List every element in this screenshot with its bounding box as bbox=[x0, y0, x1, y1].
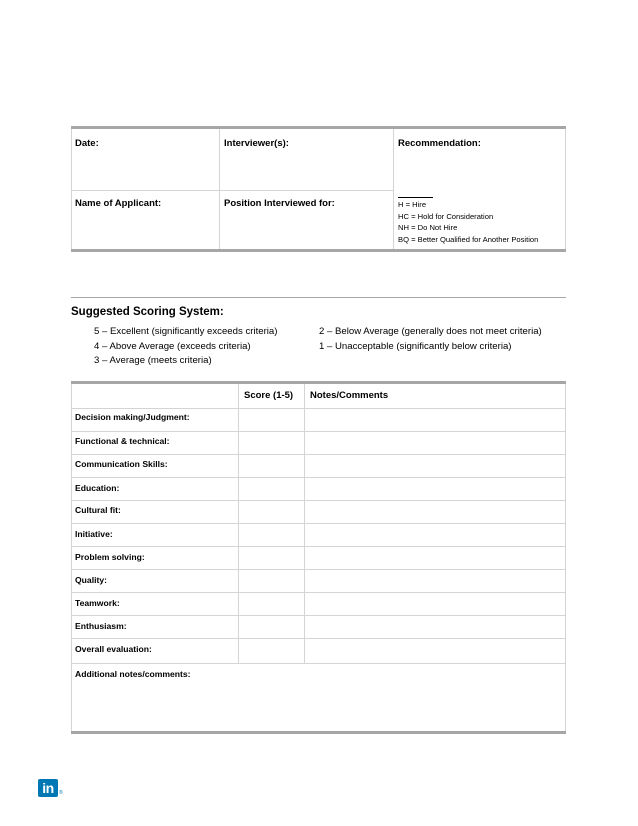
recommendation-label: Recommendation: bbox=[398, 138, 481, 149]
additional-notes-label: Additional notes/comments: bbox=[75, 669, 191, 679]
recommendation-legend bbox=[398, 192, 538, 245]
table-right-border bbox=[565, 129, 566, 249]
table-bottom-border bbox=[71, 731, 566, 734]
date-label: Date: bbox=[75, 138, 99, 149]
table-top-border bbox=[71, 126, 566, 129]
interview-info-table bbox=[71, 126, 566, 252]
criterion-label: Enthusiasm: bbox=[75, 621, 127, 631]
row-divider bbox=[71, 431, 566, 432]
recommendation-blank-line bbox=[398, 192, 433, 198]
criterion-label: Teamwork: bbox=[75, 598, 120, 608]
row-divider bbox=[71, 569, 566, 570]
criterion-label: Problem solving: bbox=[75, 552, 145, 562]
criterion-label: Quality: bbox=[75, 575, 107, 585]
interviewers-label: Interviewer(s): bbox=[224, 138, 289, 149]
evaluation-table bbox=[71, 381, 566, 734]
criterion-label: Initiative: bbox=[75, 529, 113, 539]
row-divider bbox=[71, 454, 566, 455]
row-divider bbox=[71, 500, 566, 501]
score-item-4: 4 – Above Average (exceeds criteria) bbox=[94, 341, 251, 352]
criterion-label: Overall evaluation: bbox=[75, 644, 152, 654]
score-column-header: Score (1-5) bbox=[244, 390, 294, 401]
table-left-border bbox=[71, 129, 72, 249]
score-item-1: 1 – Unacceptable (significantly below criteria) bbox=[319, 341, 512, 352]
column-divider bbox=[219, 129, 220, 249]
legend-hold: HC = Hold for Consideration bbox=[398, 211, 494, 221]
row-divider bbox=[71, 592, 566, 593]
column-divider bbox=[393, 129, 394, 249]
table-top-border bbox=[71, 381, 566, 384]
row-divider bbox=[71, 523, 566, 524]
table-bottom-border bbox=[71, 249, 566, 252]
criterion-label: Education: bbox=[75, 483, 120, 493]
row-divider bbox=[71, 615, 566, 616]
criterion-label: Communication Skills: bbox=[75, 459, 168, 469]
applicant-name-label: Name of Applicant: bbox=[75, 198, 162, 209]
table-left-border bbox=[71, 384, 72, 731]
row-divider bbox=[71, 638, 566, 639]
row-divider bbox=[71, 546, 566, 547]
criterion-label: Decision making/Judgment: bbox=[75, 412, 190, 422]
criterion-label: Cultural fit: bbox=[75, 505, 121, 515]
registered-mark: ® bbox=[59, 790, 63, 796]
notes-column-header: Notes/Comments bbox=[310, 390, 389, 401]
score-item-3: 3 – Average (meets criteria) bbox=[94, 355, 212, 366]
row-divider bbox=[71, 408, 566, 409]
score-item-5: 5 – Excellent (significantly exceeds criteria) bbox=[94, 326, 278, 337]
row-divider bbox=[71, 190, 393, 191]
score-item-2: 2 – Below Average (generally does not meet criteria) bbox=[319, 326, 542, 337]
row-divider bbox=[71, 663, 566, 664]
position-label: Position Interviewed for: bbox=[224, 198, 335, 209]
legend-no-hire: NH = Do Not Hire bbox=[398, 223, 458, 232]
table-right-border bbox=[565, 384, 566, 731]
linkedin-logo[interactable]: in bbox=[38, 779, 58, 797]
row-divider bbox=[71, 477, 566, 478]
section-divider bbox=[71, 297, 566, 298]
scoring-title: Suggested Scoring System: bbox=[71, 306, 224, 318]
legend-better-qualified: BQ = Better Qualified for Another Position bbox=[398, 234, 539, 244]
legend-hire: H = Hire bbox=[398, 200, 427, 209]
criterion-label: Functional & technical: bbox=[75, 436, 170, 446]
